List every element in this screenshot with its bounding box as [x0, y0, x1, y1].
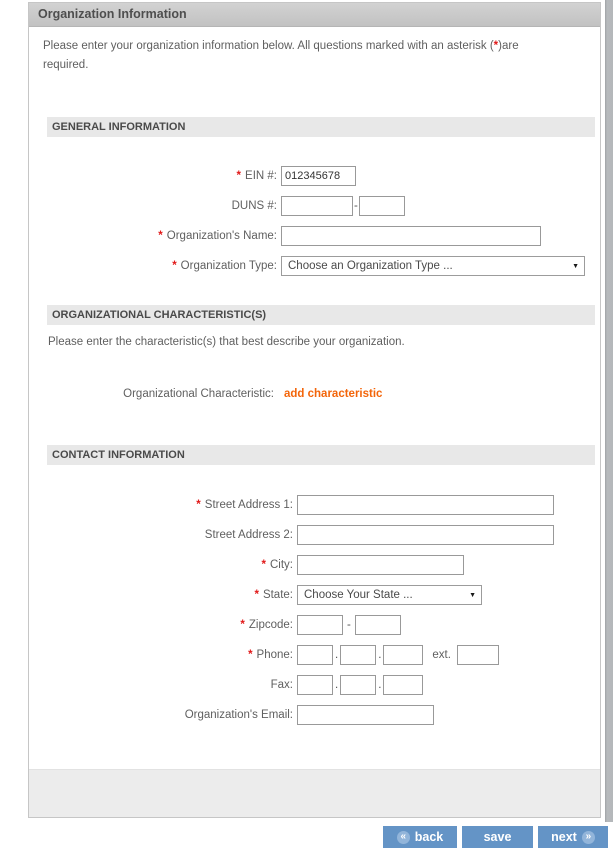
required-asterisk: * — [261, 559, 266, 571]
save-button-label: save — [483, 830, 512, 844]
next-arrow-icon: » — [582, 831, 595, 844]
intro-text-part: Please enter your organization information below. All questions marked with an asterisk ( — [43, 40, 494, 52]
duns-row — [29, 195, 600, 217]
zipcode-separator: - — [347, 619, 351, 631]
fax-input-3[interactable] — [383, 675, 423, 695]
organization-form-panel — [28, 2, 601, 818]
required-asterisk: * — [254, 589, 259, 601]
characteristic-label — [29, 388, 274, 400]
state-label — [29, 589, 293, 601]
street-address-1-input[interactable] — [297, 495, 554, 515]
section-header-general: GENERAL INFORMATION — [47, 117, 595, 137]
organization-type-row — [29, 255, 600, 277]
phone-row — [29, 644, 600, 666]
phone-input-2[interactable] — [340, 645, 376, 665]
selected-option-text: Choose Your State ... — [304, 589, 413, 601]
street-address-2-input[interactable] — [297, 525, 554, 545]
ein-input[interactable] — [281, 166, 356, 186]
label-text: Organization's Name: — [166, 230, 277, 242]
organization-name-input[interactable] — [281, 226, 541, 246]
zipcode-input-2[interactable] — [355, 615, 401, 635]
section-header-characteristics: ORGANIZATIONAL CHARACTERISTIC(S) — [47, 305, 595, 325]
page-title: Organization Information — [29, 3, 600, 27]
add-characteristic-link[interactable]: add characteristic — [284, 388, 383, 400]
next-button-label: next — [551, 830, 577, 844]
organization-email-input[interactable] — [297, 705, 434, 725]
street-address-2-row — [29, 524, 600, 546]
selected-option-text: Choose an Organization Type ... — [288, 260, 453, 272]
chevron-down-icon: ▼ — [572, 263, 579, 270]
label-text: Fax: — [270, 679, 293, 691]
city-input[interactable] — [297, 555, 464, 575]
label-text: Zipcode: — [248, 619, 293, 631]
organization-type-select[interactable] — [281, 256, 585, 276]
label-text: EIN #: — [245, 170, 277, 182]
city-row — [29, 554, 600, 576]
phone-separator: . — [378, 649, 382, 661]
duns-separator: - — [354, 200, 358, 212]
phone-input-3[interactable] — [383, 645, 423, 665]
phone-ext-label: ext. — [432, 649, 451, 661]
required-asterisk: * — [196, 499, 201, 511]
zipcode-input-1[interactable] — [297, 615, 343, 635]
label-text: Organization's Email: — [184, 709, 293, 721]
required-asterisk: * — [172, 260, 177, 272]
fax-input-2[interactable] — [340, 675, 376, 695]
fax-label — [29, 679, 293, 691]
right-gray-strip — [605, 0, 613, 822]
section-header-contact: CONTACT INFORMATION — [47, 445, 595, 465]
organization-type-label — [29, 260, 277, 272]
organization-email-row — [29, 704, 600, 726]
city-label — [29, 559, 293, 571]
zipcode-row — [29, 614, 600, 636]
intro-line-1 — [43, 37, 519, 56]
fax-separator: . — [335, 679, 339, 691]
phone-input-1[interactable] — [297, 645, 333, 665]
characteristics-description: Please enter the characteristic(s) that best describe your organization. — [48, 336, 405, 348]
duns-input-2[interactable] — [359, 196, 405, 216]
street-address-1-label — [29, 499, 293, 511]
label-text: Organizational Characteristic: — [123, 388, 274, 400]
required-asterisk: * — [158, 230, 163, 242]
fax-input-1[interactable] — [297, 675, 333, 695]
ein-label — [29, 170, 277, 182]
fax-row — [29, 674, 600, 696]
required-asterisk: * — [493, 40, 499, 52]
state-row — [29, 584, 600, 606]
street-address-1-row — [29, 494, 600, 516]
required-asterisk: * — [248, 649, 253, 661]
label-text: City: — [270, 559, 293, 571]
back-button-label: back — [414, 830, 444, 844]
back-button[interactable] — [383, 826, 457, 848]
chevron-down-icon: ▼ — [469, 592, 476, 599]
intro-text — [43, 37, 519, 75]
intro-text-part: )are — [498, 40, 519, 52]
label-text: Organization Type: — [180, 260, 277, 272]
organization-name-row — [29, 225, 600, 247]
zipcode-label — [29, 619, 293, 631]
label-text: DUNS #: — [231, 200, 277, 212]
duns-input-1[interactable] — [281, 196, 353, 216]
duns-label — [29, 200, 277, 212]
next-button[interactable] — [538, 826, 608, 848]
panel-footer-strip — [29, 769, 600, 817]
fax-separator: . — [378, 679, 382, 691]
organization-email-label — [29, 709, 293, 721]
required-asterisk: * — [236, 170, 242, 182]
label-text: Street Address 1: — [204, 499, 293, 511]
label-text: State: — [262, 589, 293, 601]
label-text: Phone: — [256, 649, 293, 661]
phone-separator: . — [335, 649, 339, 661]
organization-name-label — [29, 230, 277, 242]
state-select[interactable] — [297, 585, 482, 605]
ein-row — [29, 165, 600, 187]
phone-label — [29, 649, 293, 661]
phone-ext-input[interactable] — [457, 645, 499, 665]
required-asterisk: * — [240, 619, 245, 631]
characteristic-row — [29, 383, 600, 405]
save-button[interactable] — [462, 826, 533, 848]
street-address-2-label — [29, 529, 293, 541]
back-arrow-icon: « — [397, 831, 410, 844]
intro-line-2: required. — [43, 59, 89, 71]
label-text: Street Address 2: — [204, 529, 293, 541]
